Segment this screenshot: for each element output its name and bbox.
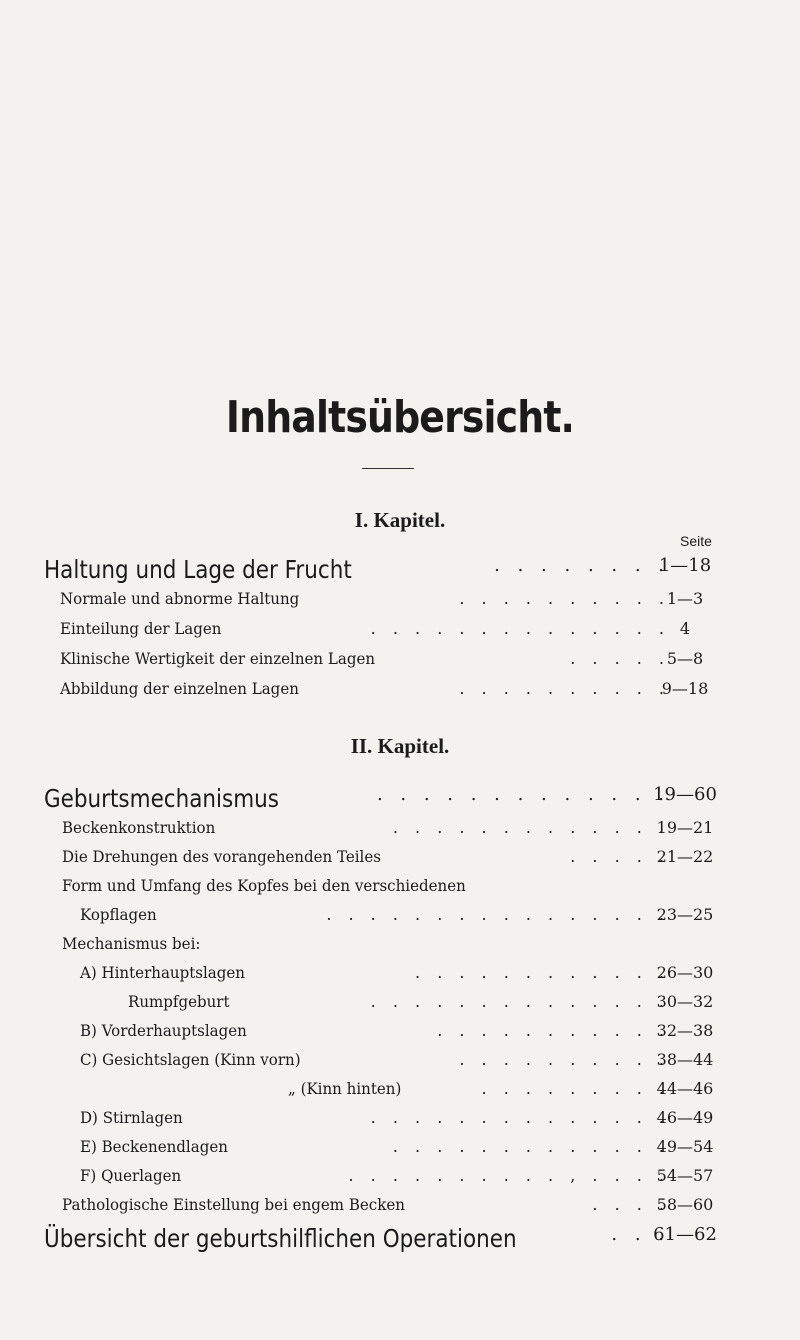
toc-pages: 21—22 <box>656 847 714 866</box>
leader-dots: . . . . . . . . . . . . <box>415 963 670 982</box>
toc-entry <box>0 934 800 964</box>
toc-label: F) Querlagen <box>80 1166 182 1185</box>
toc-pages: 61—62 <box>653 1224 717 1245</box>
toc-entry <box>0 1166 800 1196</box>
toc-entry <box>0 1079 800 1109</box>
toc-label: Pathologische Einstellung bei engem Becken <box>62 1195 405 1214</box>
leader-dots: . . . . . . . . . . . . . . <box>370 992 670 1011</box>
toc-label: Normale und abnorme Haltung <box>60 589 300 608</box>
toc-label: „ (Kinn hinten) <box>288 1079 402 1098</box>
toc-pages: 58—60 <box>656 1195 714 1214</box>
toc-pages: 46—49 <box>656 1108 714 1127</box>
toc-pages: 19—60 <box>653 784 717 805</box>
toc-entry <box>0 876 800 906</box>
chapter-2-heading: II. Kapitel. <box>350 734 450 758</box>
toc-entry <box>0 649 800 679</box>
toc-entry <box>0 963 800 993</box>
toc-pages: 26—30 <box>656 963 714 982</box>
toc-pages: 32—38 <box>656 1021 714 1040</box>
toc-label: Haltung und Lage der Frucht <box>44 555 352 584</box>
leader-dots: . . . . . . . . . . , . . . . <box>348 1166 670 1185</box>
leader-dots: . . . . . <box>570 847 670 866</box>
toc-label: Beckenkonstruktion <box>62 818 216 837</box>
toc-pages: 1—3 <box>666 589 704 608</box>
toc-label: Form und Umfang des Kopfes bei den verschiedenen <box>62 876 466 895</box>
toc-label: B) Vorderhauptslagen <box>80 1021 247 1040</box>
toc-entry <box>0 1021 800 1051</box>
toc-label: Kopflagen <box>80 905 157 924</box>
toc-entry <box>0 589 800 619</box>
toc-label: D) Stirnlagen <box>80 1108 183 1127</box>
toc-entry-operationen <box>0 1224 800 1254</box>
title-rule <box>362 468 414 469</box>
leader-dots: . . . . . . . . . . . . . <box>376 784 670 805</box>
toc-pages: 38—44 <box>656 1050 714 1069</box>
leader-dots: . . . . . . . . . . . . . . <box>370 1108 670 1127</box>
chapter-1-heading: I. Kapitel. <box>354 508 446 532</box>
toc-entry <box>0 847 800 877</box>
leader-dots: . . . . . <box>570 649 670 668</box>
toc-entry <box>0 679 800 709</box>
toc-entry <box>0 1108 800 1138</box>
toc-entry <box>0 619 800 649</box>
toc-entry <box>0 992 800 1022</box>
toc-label: Rumpfgeburt <box>128 992 230 1011</box>
toc-pages: 5—8 <box>666 649 704 668</box>
leader-dots: . . . . . . . . . . <box>459 589 670 608</box>
toc-pages: 30—32 <box>656 992 714 1011</box>
seite-label: Seite <box>680 533 712 549</box>
toc-entry <box>0 905 800 935</box>
leader-dots: . . . . . . . . <box>494 555 670 576</box>
toc-pages: 9—18 <box>661 679 709 698</box>
toc-entry <box>0 1050 800 1080</box>
toc-entry <box>0 1195 800 1225</box>
toc-label: Geburtsmechanismus <box>44 784 280 813</box>
toc-entry-geburtsmechanismus <box>0 784 800 814</box>
toc-pages: 54—57 <box>656 1166 714 1185</box>
toc-entry <box>0 818 800 848</box>
toc-label: Die Drehungen des vorangehenden Teiles <box>62 847 381 866</box>
toc-pages: 44—46 <box>656 1079 714 1098</box>
leader-dots: . . . . . . . . . . . . . . . . <box>326 905 670 924</box>
toc-entry <box>0 1137 800 1167</box>
page-title: Inhaltsübersicht. <box>225 392 575 443</box>
toc-label: E) Beckenendlagen <box>80 1137 228 1156</box>
toc-label: C) Gesichtslagen (Kinn vorn) <box>80 1050 301 1069</box>
toc-pages: 23—25 <box>656 905 714 924</box>
leader-dots: . . . . . . . . . . . <box>437 1021 670 1040</box>
toc-pages: 1—18 <box>658 555 712 576</box>
toc-label: Abbildung der einzelnen Lagen <box>60 679 299 698</box>
toc-pages: 19—21 <box>656 818 714 837</box>
toc-label: Mechanismus bei: <box>62 934 201 953</box>
toc-label: Einteilung der Lagen <box>60 619 222 638</box>
toc-pages: 4 <box>679 619 691 638</box>
toc-label: Übersicht der geburtshilflichen Operationen <box>44 1224 517 1253</box>
leader-dots: . . . . <box>592 1195 670 1214</box>
leader-dots: . . . . . . . . . . . . . . <box>370 619 670 638</box>
leader-dots: . . . . . . . . . . . . . <box>392 818 670 837</box>
leader-dots: . . . . . . . . . . . . . <box>392 1137 670 1156</box>
leader-dots: . . . . . . . . . . <box>459 1050 670 1069</box>
toc-pages: 49—54 <box>656 1137 714 1156</box>
toc-entry-haltung <box>0 555 800 585</box>
toc-label: Klinische Wertigkeit der einzelnen Lagen <box>60 649 376 668</box>
toc-label: A) Hinterhauptslagen <box>80 963 245 982</box>
leader-dots: . . . . . . . . . <box>481 1079 670 1098</box>
leader-dots: . . . <box>611 1224 670 1245</box>
leader-dots: . . . . . . . . . . <box>459 679 670 698</box>
